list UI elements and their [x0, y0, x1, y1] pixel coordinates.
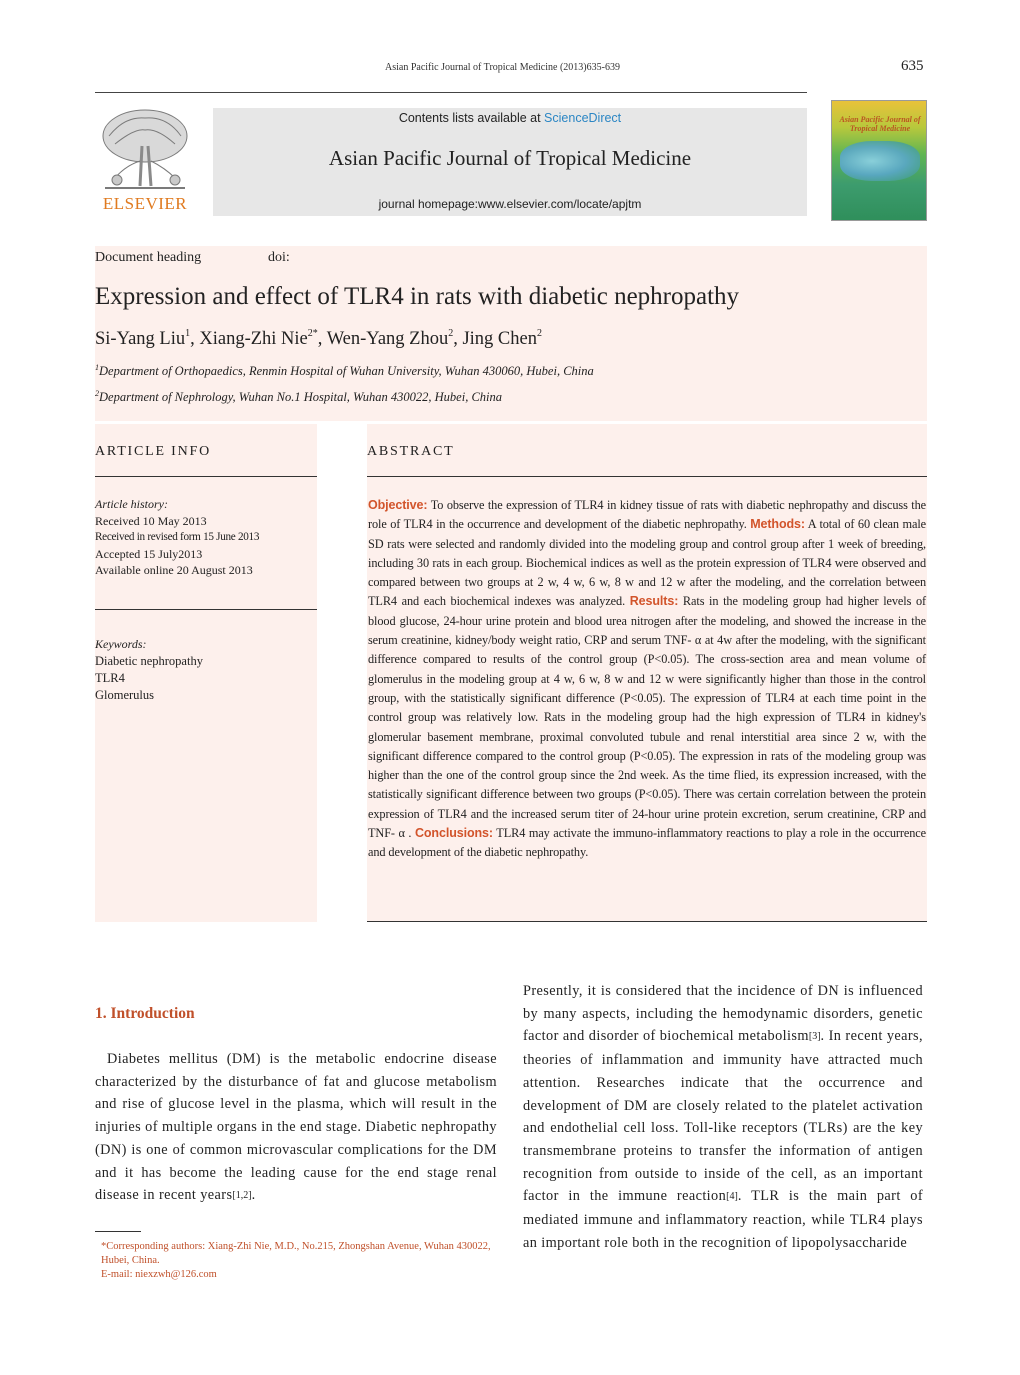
author-separator: ,: [317, 329, 327, 349]
journal-title: Asian Pacific Journal of Tropical Medicine: [328, 146, 692, 170]
elsevier-wordmark: ELSEVIER: [102, 194, 188, 213]
body-text-left: [95, 1048, 497, 1208]
article-header: [95, 246, 927, 421]
cover-world-map-icon: [840, 141, 920, 181]
cover-title: Asian Pacific Journal of Tropical Medicine: [839, 115, 921, 133]
author-list: [95, 328, 542, 350]
conclusions-text: TLR4 may activate the immuno-inflammatory reactions to play a role in the occurrence and development of the diabetic nephropathy.: [368, 826, 926, 860]
abstract-heading: ABSTRACT: [367, 444, 455, 459]
journal-cover-image: [831, 100, 927, 221]
journal-banner: [213, 108, 807, 216]
history-heading: Article history:: [95, 497, 168, 511]
author-affiliation-mark: 2*: [307, 328, 318, 339]
author-affiliation-mark: 2: [536, 328, 542, 339]
article-info-heading: ARTICLE INFO: [95, 444, 212, 459]
corresponding-footnote: [95, 1240, 497, 1282]
paragraph-text: .: [251, 1187, 256, 1204]
document-heading: Document heading: [95, 250, 202, 265]
article-info-panel: [95, 424, 317, 922]
keywords-block: [95, 636, 203, 704]
received-date: Received 10 May 2013: [95, 513, 207, 528]
author-name: Wen-Yang Zhou: [326, 329, 449, 349]
footnote-rule: [95, 1231, 141, 1232]
contents-line: [213, 111, 807, 125]
author-separator: ,: [190, 329, 200, 349]
email-link[interactable]: E-mail: niexzwh@126.com: [101, 1269, 217, 1280]
author-separator: ,: [453, 329, 463, 349]
page-number: 635: [901, 58, 924, 74]
affiliation: [95, 363, 594, 379]
divider: [367, 921, 927, 922]
affiliation-mark: 1: [95, 363, 99, 372]
author-name: Xiang-Zhi Nie: [199, 329, 308, 349]
paragraph-text: . In recent years, theories of inflammation and immunity have attracted much attention. Researches indicate that the occurrence and development of DM are closely related to the platelet activation and endothelial cell loss. Toll-like receptors (TLRs) are the key transmembrane proteins to transfer the information of antigen recognition from outside to inside of the cell, as an important factor in the immune reaction: [523, 1028, 923, 1205]
keywords-heading: Keywords:: [95, 637, 147, 651]
objective-text: To observe the expression of TLR4 in kidney tissue of rats with diabetic nephropathy and discuss the role of TLR4 in the occurrence and development of the diabetic nephropathy.: [368, 498, 926, 532]
results-text: Rats in the modeling group had higher levels of blood glucose, 24-hour urine protein and blood urea nitrogen after the modeling, and showed the increase in the serum creatinine, kidney/body weight ratio, CRP and serum TNF- α at 4w after the modeling, with the significant difference compared to results of the control group (P<0.05). The cross-section area and mean volume of glomerulus in the modeling group at 4 w, 6 w, 8 w and 12 w were significantly higher than those in the control group, with the statistically significant difference (P<0.05). The expression of TLR4 at each time point in the control group was relatively low. Rats in the modeling group had the high expression of TLR4 in kidney's glomerular basement membrane, proximal convoluted tubule and renal interstitial area since 2 w, with the significant difference compared to the control group (P<0.05). The expression in rats of the modeling group was higher than the one of the control group since the 2nd week. As the time flied, its expression increased, with the statistically significant difference between two groups (P<0.05). There was certain correlation between the protein expression of TLR4 and the increased serum titer of 24-hour urine protein excretion, serum creatinine, CRP and TNF- α .: [368, 594, 926, 841]
conclusions-label: Conclusions:: [414, 826, 493, 841]
body-text-right: [523, 980, 923, 1254]
paragraph-text: Presently, it is considered that the incidence of DN is influenced by many aspects, including the hemodynamic disorders, genetic factor and disorder of biochemical metabolism: [523, 983, 923, 1045]
abstract-text: [368, 496, 926, 863]
article-title: Expression and effect of TLR4 in rats with diabetic nephropathy: [95, 283, 740, 310]
corresponding-author: *Corresponding authors: Xiang-Zhi Nie, M.D., No.215, Zhongshan Avenue, Wuhan 430022, Hubei, China.: [101, 1241, 491, 1266]
accepted-date: Accepted 15 July2013: [95, 546, 203, 561]
journal-homepage-link[interactable]: journal homepage:www.elsevier.com/locate/apjtm: [378, 197, 642, 211]
sciencedirect-link[interactable]: ScienceDirect: [544, 111, 622, 125]
author-name: Jing Chen: [462, 329, 537, 349]
elsevier-logo: [95, 106, 195, 214]
tree-logo-icon: [95, 106, 195, 194]
author-affiliation-mark: 1: [185, 328, 191, 339]
online-date: Available online 20 August 2013: [95, 563, 253, 577]
citation-ref[interactable]: [3]: [808, 1031, 821, 1043]
revised-date: Received in revised form 15 June 2013: [95, 531, 260, 543]
citation-ref[interactable]: [1,2]: [232, 1190, 252, 1202]
affiliation-text: Department of Nephrology, Wuhan No.1 Hospital, Wuhan 430022, Hubei, China: [99, 390, 503, 404]
affiliation-mark: 2: [95, 389, 99, 398]
divider: [95, 609, 317, 610]
paragraph-text: Diabetes mellitus (DM) is the metabolic endocrine disease characterized by the disturbance of fat and glucose metabolism and rise of glucose level in the plasma, which will result in the injuries of multiple organs in the end stage. Diabetic nephropathy (DN) is one of common microvascular complications for the DM and it has become the leading cause for the end stage renal disease in recent years: [95, 1051, 497, 1204]
affiliation-text: Department of Orthopaedics, Renmin Hospital of Wuhan University, Wuhan 430060, Hubei, China: [99, 364, 594, 378]
results-label: Results:: [629, 594, 679, 609]
header-rule: [95, 92, 807, 93]
section-heading-introduction: 1. Introduction: [95, 1005, 195, 1022]
paragraph-text: . TLR is the main part of mediated immune and inflammatory reaction, while TLR4 plays an important role both in the recognition of lipopolysaccharide: [523, 1188, 923, 1251]
author-affiliation-mark: 2: [448, 328, 454, 339]
doi-label: doi:: [268, 250, 290, 265]
keyword: Glomerulus: [95, 688, 155, 702]
keyword: TLR4: [95, 671, 125, 685]
article-history: [95, 496, 259, 579]
divider: [367, 476, 927, 477]
methods-text: A total of 60 clean male SD rats were selected and randomly divided into the modeling group and control group after 1 week of breeding, including 30 rats in each group. Biochemical indices as well as the protein expression of TLR4 were observed and compared between two groups at 2 w, 4 w, 6 w, 8 w and 12 w after the modeling, and the correlation between TLR4 and each biochemical indexes was analyzed.: [368, 517, 926, 609]
objective-label: Objective:: [368, 498, 428, 512]
author-name: Si-Yang Liu: [95, 329, 186, 349]
abstract-panel: [367, 424, 927, 922]
divider: [95, 476, 317, 477]
affiliation: [95, 389, 502, 405]
citation-ref[interactable]: [4]: [726, 1191, 738, 1203]
contents-prefix: Contents lists available at: [398, 111, 545, 125]
keyword: Diabetic nephropathy: [95, 654, 203, 668]
methods-label: Methods:: [750, 517, 805, 532]
running-head: Asian Pacific Journal of Tropical Medicine (2013)635-639: [385, 62, 620, 73]
